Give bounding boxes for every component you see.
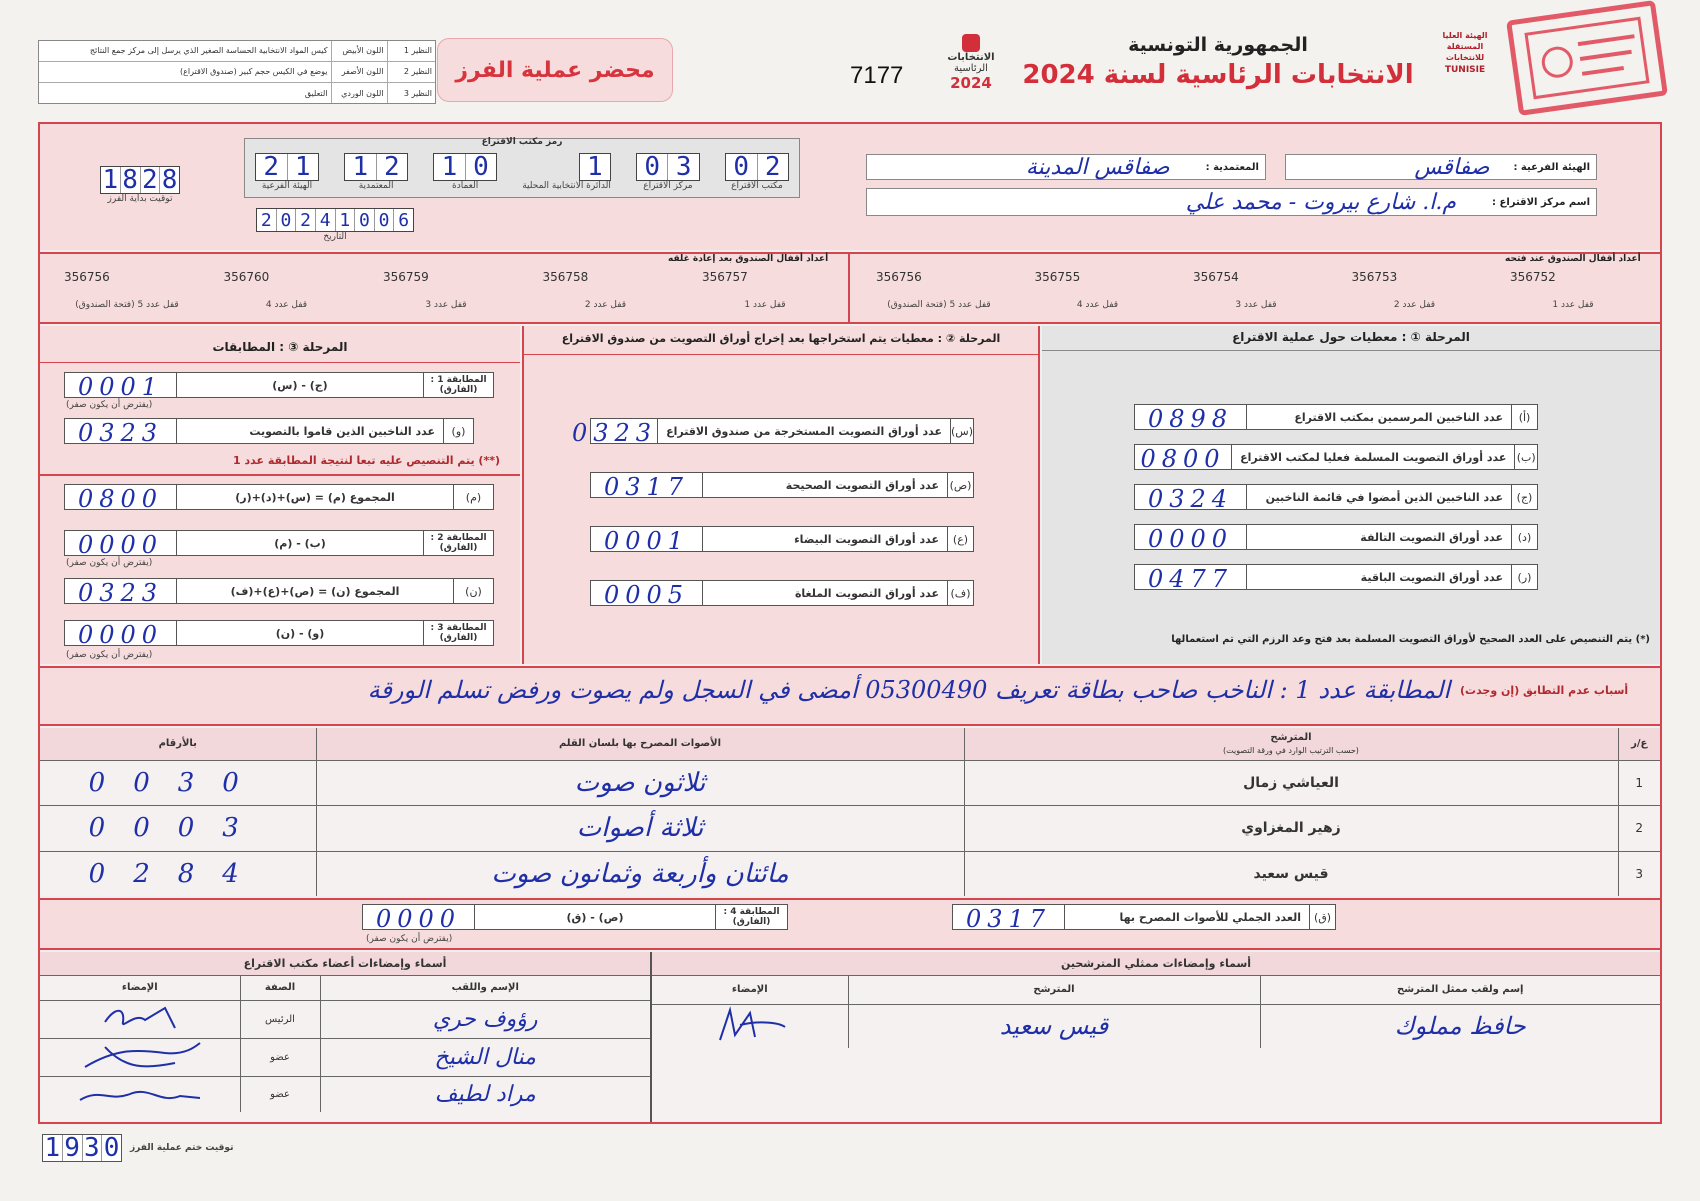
- code-digit: 1: [587, 152, 603, 182]
- lock-label: قفل عدد 1: [744, 300, 786, 310]
- date-field: [256, 208, 414, 242]
- office-code-title: رمز مكتب الاقتراع: [481, 137, 563, 147]
- legend-color: اللون الوردي: [331, 83, 387, 103]
- member-signature: [40, 1076, 240, 1112]
- signature-scribble: [85, 1002, 195, 1034]
- legend-note: كيس المواد الانتخابية الحساسة الصغير الذي يرسل إلى مركز جمع النتائج: [89, 46, 328, 56]
- form-title: محضر عملية الفرز: [437, 38, 673, 102]
- lock-label: قفل عدد 4: [265, 300, 308, 310]
- col-name-sub: (حسب الترتيب الوارد في ورقة التصويت): [1223, 745, 1359, 755]
- stage2-row-fa: [590, 580, 974, 609]
- totals-section: [40, 898, 1660, 950]
- delegation-label: المعتمدية :: [1205, 161, 1259, 173]
- match4-value: 0000: [363, 905, 475, 929]
- match4-label: المطابقة 4 : (الفارق): [715, 905, 787, 929]
- code-digit: 3: [667, 154, 699, 180]
- locks-after-row: [64, 270, 828, 310]
- code-part-label: العمادة: [452, 181, 479, 191]
- match2-formula: (ب) - (م): [274, 536, 326, 550]
- lock-number: 356756: [64, 270, 110, 284]
- stage1-title-rule: [1042, 350, 1660, 351]
- end-time: [42, 1134, 233, 1162]
- row-value: 0477: [1135, 565, 1247, 589]
- date-digit: 0: [276, 209, 296, 231]
- isie-latin: TUNISIE: [1444, 65, 1486, 75]
- reps-col-name: إسم ولقب ممثل المترشح: [1260, 976, 1660, 1004]
- legend-color: اللون الأصفر: [331, 61, 387, 82]
- logo-line2: الرئاسية: [954, 63, 988, 74]
- member-name: منال الشيخ: [320, 1038, 650, 1076]
- sum-n-row: [64, 578, 494, 607]
- row-value: 0005: [591, 581, 703, 605]
- members-col-sign: الإمضاء: [121, 982, 158, 994]
- match2-label: المطابقة 2 : (الفارق): [423, 531, 493, 555]
- end-time-digit: 1: [44, 1133, 61, 1163]
- start-time: [100, 166, 180, 204]
- row-code: (ب): [1514, 445, 1537, 469]
- code-digit: 0: [644, 152, 660, 182]
- candidate-name: قيس سعيد: [964, 851, 1618, 896]
- reps-block: [652, 952, 1660, 1122]
- date-label: التاريخ: [323, 232, 347, 242]
- row-value: 0317: [591, 473, 703, 497]
- lock-after: [224, 270, 350, 310]
- date-digit: 4: [315, 209, 335, 231]
- stage1-row-b: [1134, 444, 1538, 473]
- member-role: الرئيس: [240, 1000, 320, 1038]
- time-digit: 8: [120, 167, 140, 193]
- match1-value: 0001: [65, 373, 177, 397]
- voters-code: (و): [443, 419, 473, 443]
- stage2-row-s: [572, 418, 974, 447]
- end-time-digit: 0: [101, 1135, 121, 1161]
- end-time-value: [42, 1134, 122, 1162]
- lock-label: قفل عدد 2: [1393, 300, 1436, 310]
- candidate-words-text: مائتان وأربعة وثمانون صوت: [491, 858, 789, 889]
- row-label: عدد أوراق التصويت البيضاء: [794, 532, 939, 546]
- row-value: 0000: [1135, 525, 1247, 549]
- rep-signature: [652, 1004, 848, 1048]
- reps-col-sign: الإمضاء: [731, 984, 768, 996]
- lock-before: [1352, 270, 1478, 310]
- row-code: (س): [950, 419, 973, 443]
- lock-number: 356752: [1510, 270, 1556, 284]
- code-digit: 1: [352, 152, 369, 182]
- candidates-section: [40, 728, 1660, 896]
- candidates-table: [40, 728, 1660, 896]
- member-role: عضو: [240, 1038, 320, 1076]
- lock-number: 356753: [1351, 270, 1398, 284]
- code-part-label: الهيئة الفرعية: [261, 181, 313, 191]
- locks-divider: [848, 252, 850, 324]
- date-digit: 1: [335, 209, 355, 231]
- lock-before: [1035, 270, 1161, 310]
- date-digit: 0: [374, 209, 394, 231]
- row-value: 0800: [1135, 445, 1232, 469]
- row-label: عدد أوراق التصويت المسلمة فعليا لمكتب الاقتراع: [1240, 450, 1507, 464]
- sum-m-code: (م): [453, 485, 493, 509]
- lock-after: [702, 270, 828, 310]
- stage1-row-c: [1134, 484, 1538, 513]
- sum-m-value: 0800: [65, 485, 177, 509]
- row-label: عدد أوراق التصويت الباقية: [1360, 570, 1503, 584]
- code-part: [255, 153, 319, 191]
- election-title: الانتخابات الرئاسية لسنة 2024: [1022, 60, 1414, 90]
- candidate-words-text: ثلاثون صوت: [574, 767, 706, 798]
- lock-before: [1510, 270, 1636, 310]
- reps-col-candidate: المترشح: [848, 976, 1260, 1004]
- match3-formula: (و) - (ن): [275, 626, 325, 640]
- candidate-num: 1: [1618, 760, 1660, 806]
- match4-hint: (يفترض أن يكون صفر): [366, 934, 453, 944]
- voters-value: 0323: [65, 419, 177, 443]
- lock-after: [64, 270, 190, 310]
- code-part-label: المعتمدية: [358, 181, 394, 191]
- member-row: [40, 1000, 650, 1038]
- lock-number: 356755: [1034, 270, 1081, 284]
- locks-before-row: [876, 270, 1636, 310]
- stage1-row-d: [1134, 524, 1538, 553]
- candidate-digits: 0284: [88, 858, 267, 889]
- time-digit: 2: [140, 167, 160, 193]
- date-digit: 2: [295, 209, 315, 231]
- stage1-title: المرحلة ① : معطيات حول عملية الاقتراع: [1232, 330, 1470, 344]
- candidate-name: زهير المغزاوي: [964, 806, 1618, 852]
- center-value: م.ا. شارع بيروت - محمد علي: [1185, 189, 1457, 215]
- match2-value: 0000: [65, 531, 177, 555]
- members-block: [40, 952, 650, 1122]
- stage1-row-r: [1134, 564, 1538, 593]
- member-signature: [40, 1038, 240, 1076]
- candidate-num: 2: [1618, 806, 1660, 852]
- code-part: [522, 153, 611, 191]
- code-part: [344, 153, 408, 191]
- row-code: (ف): [947, 581, 973, 605]
- code-digit: 0: [733, 152, 750, 182]
- col-name-label: المترشح: [1270, 731, 1312, 743]
- col-words-header: الأصوات المصرح بها بلسان القلم: [316, 728, 964, 760]
- match1-hint: (يفترض أن يكون صفر): [66, 400, 153, 410]
- date-digit: 0: [354, 209, 374, 231]
- code-digit: 1: [441, 152, 458, 182]
- sum-n-code: (ن): [453, 579, 493, 603]
- candidate-digits: 0030: [88, 767, 267, 798]
- stamp-mark: [1517, 9, 1657, 106]
- code-digit: 1: [287, 154, 319, 180]
- document-number: 7177: [850, 62, 904, 89]
- member-row: [40, 1038, 650, 1076]
- lock-number: 356757: [702, 270, 748, 284]
- sum-n-formula: المجموع (ن) = (ص)+(ع)+(ف): [230, 584, 400, 598]
- logo-year: 2024: [950, 74, 992, 92]
- center-label: اسم مركز الاقتراع :: [1492, 196, 1590, 208]
- date-digit: 6: [393, 209, 413, 231]
- header-titles: [1018, 34, 1418, 90]
- member-role: عضو: [240, 1076, 320, 1112]
- row-value: 0898: [1135, 405, 1247, 429]
- candidate-row: [40, 806, 1660, 852]
- election-logo: [940, 34, 1002, 106]
- row-value: 0324: [1135, 485, 1247, 509]
- republic-title: الجمهورية التونسية: [1128, 34, 1308, 56]
- branch-value: صفاقس: [1414, 154, 1490, 180]
- match2-hint: (يفترض أن يكون صفر): [66, 558, 153, 568]
- candidate-words: [316, 760, 964, 806]
- row-code: (ج): [1511, 485, 1537, 509]
- lock-after: [383, 270, 509, 310]
- stage1-footnote: (*) يتم التنصيص على العدد الصحيح لأوراق التصويت المسلمة بعد فتح وعد الرزم التي تم استعمالها: [1171, 634, 1650, 645]
- office-code-box: [244, 138, 800, 198]
- isie-text: الهيئة العليا المستقلة للانتخابات: [1442, 31, 1488, 62]
- lock-number: 356754: [1193, 270, 1239, 284]
- lock-label: قفل عدد 3: [425, 300, 467, 310]
- candidate-num: 3: [1618, 851, 1660, 896]
- legend-label: النظير 1: [387, 41, 435, 61]
- member-row: [40, 1076, 650, 1112]
- branch-field: [1285, 154, 1597, 180]
- locks-before-title: أعداد أقفال الصندوق عند فتحه: [1505, 254, 1641, 264]
- match1-label: المطابقة 1 : (الفارق): [423, 373, 493, 397]
- voters-label: عدد الناخبين الذين قاموا بالتصويت: [249, 424, 435, 438]
- member-signature: [40, 1000, 240, 1038]
- lock-before: [1193, 270, 1319, 310]
- logo-line1: الانتخابات: [947, 52, 995, 63]
- mismatch-text: المطابقة عدد 1 : الناخب صاحب بطاقة تعريف 05300490 أمضى في السجل ولم يصوت ورفض تسلم الورقة: [367, 676, 1450, 704]
- total-votes-row: [952, 904, 1336, 933]
- row-code: (ر): [1511, 565, 1537, 589]
- match3-label: المطابقة 3 : (الفارق): [423, 621, 493, 645]
- code-part: [725, 153, 789, 191]
- official-stamp: [1506, 0, 1668, 116]
- row-label: عدد أوراق التصويت التالفة: [1360, 530, 1503, 544]
- stage3-title: المرحلة ③ : المطابقات: [212, 340, 348, 354]
- legend-note: التعليق: [304, 88, 328, 98]
- lock-number: 356760: [223, 270, 270, 284]
- rep-candidate: قيس سعيد: [848, 1004, 1260, 1048]
- branch-label: الهيئة الفرعية :: [1513, 161, 1590, 173]
- lock-number: 356759: [383, 270, 429, 284]
- lock-before: [876, 270, 1002, 310]
- code-part-label: الدائرة الانتخابية المحلية: [522, 181, 611, 191]
- legend-label: النظير 3: [387, 83, 435, 103]
- code-part-label: مركز الاقتراع: [643, 181, 693, 191]
- signature-scribble: [75, 1039, 205, 1073]
- start-time-label: توقيت بداية الفرز: [107, 194, 173, 204]
- total-code: (ق): [1309, 905, 1335, 929]
- candidate-row: [40, 851, 1660, 896]
- delegation-value: صفاقس المدينة: [1025, 154, 1170, 180]
- legend-note: يوضع في الكيس حجم كبير (صندوق الاقتراع): [180, 67, 328, 77]
- col-name-header: [964, 728, 1618, 760]
- voters-note: (**) يتم التنصيص عليه تبعا لنتيجة المطابقة عدد 1: [233, 454, 500, 467]
- stage2-title: المرحلة ② : معطيات يتم استخراجها بعد إخراج أوراق التصويت من صندوق الاقتراع: [561, 332, 1001, 345]
- center-field: [866, 188, 1597, 216]
- row-label: عدد أوراق التصويت الملغاة: [794, 586, 939, 600]
- candidate-row: [40, 760, 1660, 806]
- row-label: عدد أوراق التصويت الصحيحة: [785, 478, 939, 492]
- match3-hint: (يفترض أن يكون صفر): [66, 650, 153, 660]
- members-title: أسماء وإمضاءات أعضاء مكتب الاقتراع: [40, 952, 650, 976]
- row-code: (د): [1511, 525, 1537, 549]
- mismatch-label: أسباب عدم التطابق (إن وجدت): [1460, 684, 1629, 697]
- stage2-row-ain: [590, 526, 974, 555]
- legend-label: النظير 2: [387, 61, 435, 82]
- row-code: (ص): [947, 473, 973, 497]
- member-name: مراد لطيف: [320, 1076, 650, 1112]
- total-value: 0317: [953, 905, 1065, 929]
- lock-label: قفل عدد 1: [1552, 300, 1594, 310]
- end-time-digit: 9: [62, 1135, 82, 1161]
- col-num-header: ع/ر: [1618, 728, 1660, 760]
- envelope-legend: [38, 40, 436, 104]
- row-value: 0323: [572, 419, 658, 447]
- lock-label: قفل عدد 2: [584, 300, 627, 310]
- lock-label: قفل عدد 5 (فتحة الصندوق): [887, 300, 991, 310]
- candidate-words-text: ثلاثة أصوات: [576, 813, 704, 844]
- reps-title: أسماء وإمضاءات ممثلي المترشحين: [652, 952, 1660, 976]
- end-time-label: توقيت ختم عملية الفرز: [130, 1143, 234, 1153]
- code-digit: 2: [263, 152, 280, 182]
- sum-m-formula: المجموع (م) = (س)+(د)+(ر): [235, 490, 395, 504]
- lock-number: 356758: [542, 270, 589, 284]
- date-digit: 2: [260, 209, 272, 231]
- time-digit: 1: [102, 165, 119, 195]
- members-col-name: الإسم واللقب: [320, 976, 650, 1000]
- row-label: عدد الناخبين الذين أمضوا في قائمة الناخبين: [1265, 490, 1503, 504]
- row-value: 0001: [591, 527, 703, 551]
- match1-row: [64, 372, 494, 401]
- stage2-row-sad: [590, 472, 974, 501]
- delegation-field: [866, 154, 1266, 180]
- stage1-row-a: [1134, 404, 1538, 433]
- candidate-words: [316, 806, 964, 852]
- sum-m-row: [64, 484, 494, 513]
- voters-row: [64, 418, 474, 447]
- col-digits-header: بالأرقام: [158, 738, 197, 750]
- time-digit: 8: [159, 167, 179, 193]
- legend-color: اللون الأبيض: [331, 41, 387, 61]
- code-part-label: مكتب الاقتراع: [731, 181, 783, 191]
- match3-value: 0000: [65, 621, 177, 645]
- candidate-name: العياشي زمال: [964, 760, 1618, 806]
- match2-row: [64, 530, 494, 559]
- match3-row: [64, 620, 494, 649]
- match4-formula: (ص) - (ق): [566, 910, 624, 924]
- lock-label: قفل عدد 4: [1076, 300, 1119, 310]
- stage2-title-rule: [524, 354, 1038, 355]
- match1-formula: (ج) - (س): [272, 378, 328, 392]
- end-time-digit: 3: [82, 1135, 102, 1161]
- code-digit: 2: [376, 154, 408, 180]
- total-label: العدد الجملي للأصوات المصرح بها: [1119, 910, 1301, 924]
- lock-label: قفل عدد 5 (فتحة الصندوق): [75, 300, 179, 310]
- rep-name: حافظ مملوك: [1260, 1004, 1660, 1048]
- members-col-role: الصفة: [240, 976, 320, 1000]
- code-part: [636, 153, 700, 191]
- code-part: [433, 153, 497, 191]
- code-digit: 2: [757, 154, 789, 180]
- row-label: عدد أوراق التصويت المستخرجة من صندوق الاقتراع: [666, 424, 942, 438]
- stage3-divider: [40, 474, 520, 476]
- lock-number: 356756: [876, 270, 922, 284]
- stage3-title-rule: [40, 362, 520, 363]
- row-code: (أ): [1511, 405, 1537, 429]
- code-digit: 0: [465, 154, 497, 180]
- lock-label: قفل عدد 3: [1235, 300, 1277, 310]
- member-name: رؤوف حري: [320, 1000, 650, 1038]
- candidate-words: [316, 851, 964, 896]
- locks-after-title: أعداد أقفال الصندوق بعد إعادة غلقه: [668, 254, 829, 264]
- signature-scribble: [70, 1078, 210, 1108]
- match4-row: [362, 904, 788, 933]
- candidate-digits: 0003: [88, 813, 267, 844]
- sum-n-value: 0323: [65, 579, 177, 603]
- isie-logo: [1432, 30, 1498, 104]
- signature-scribble: [710, 1005, 790, 1045]
- row-label: عدد الناخبين المرسمين بمكتب الاقتراع: [1294, 410, 1503, 424]
- row-code: (ع): [947, 527, 973, 551]
- lock-after: [543, 270, 669, 310]
